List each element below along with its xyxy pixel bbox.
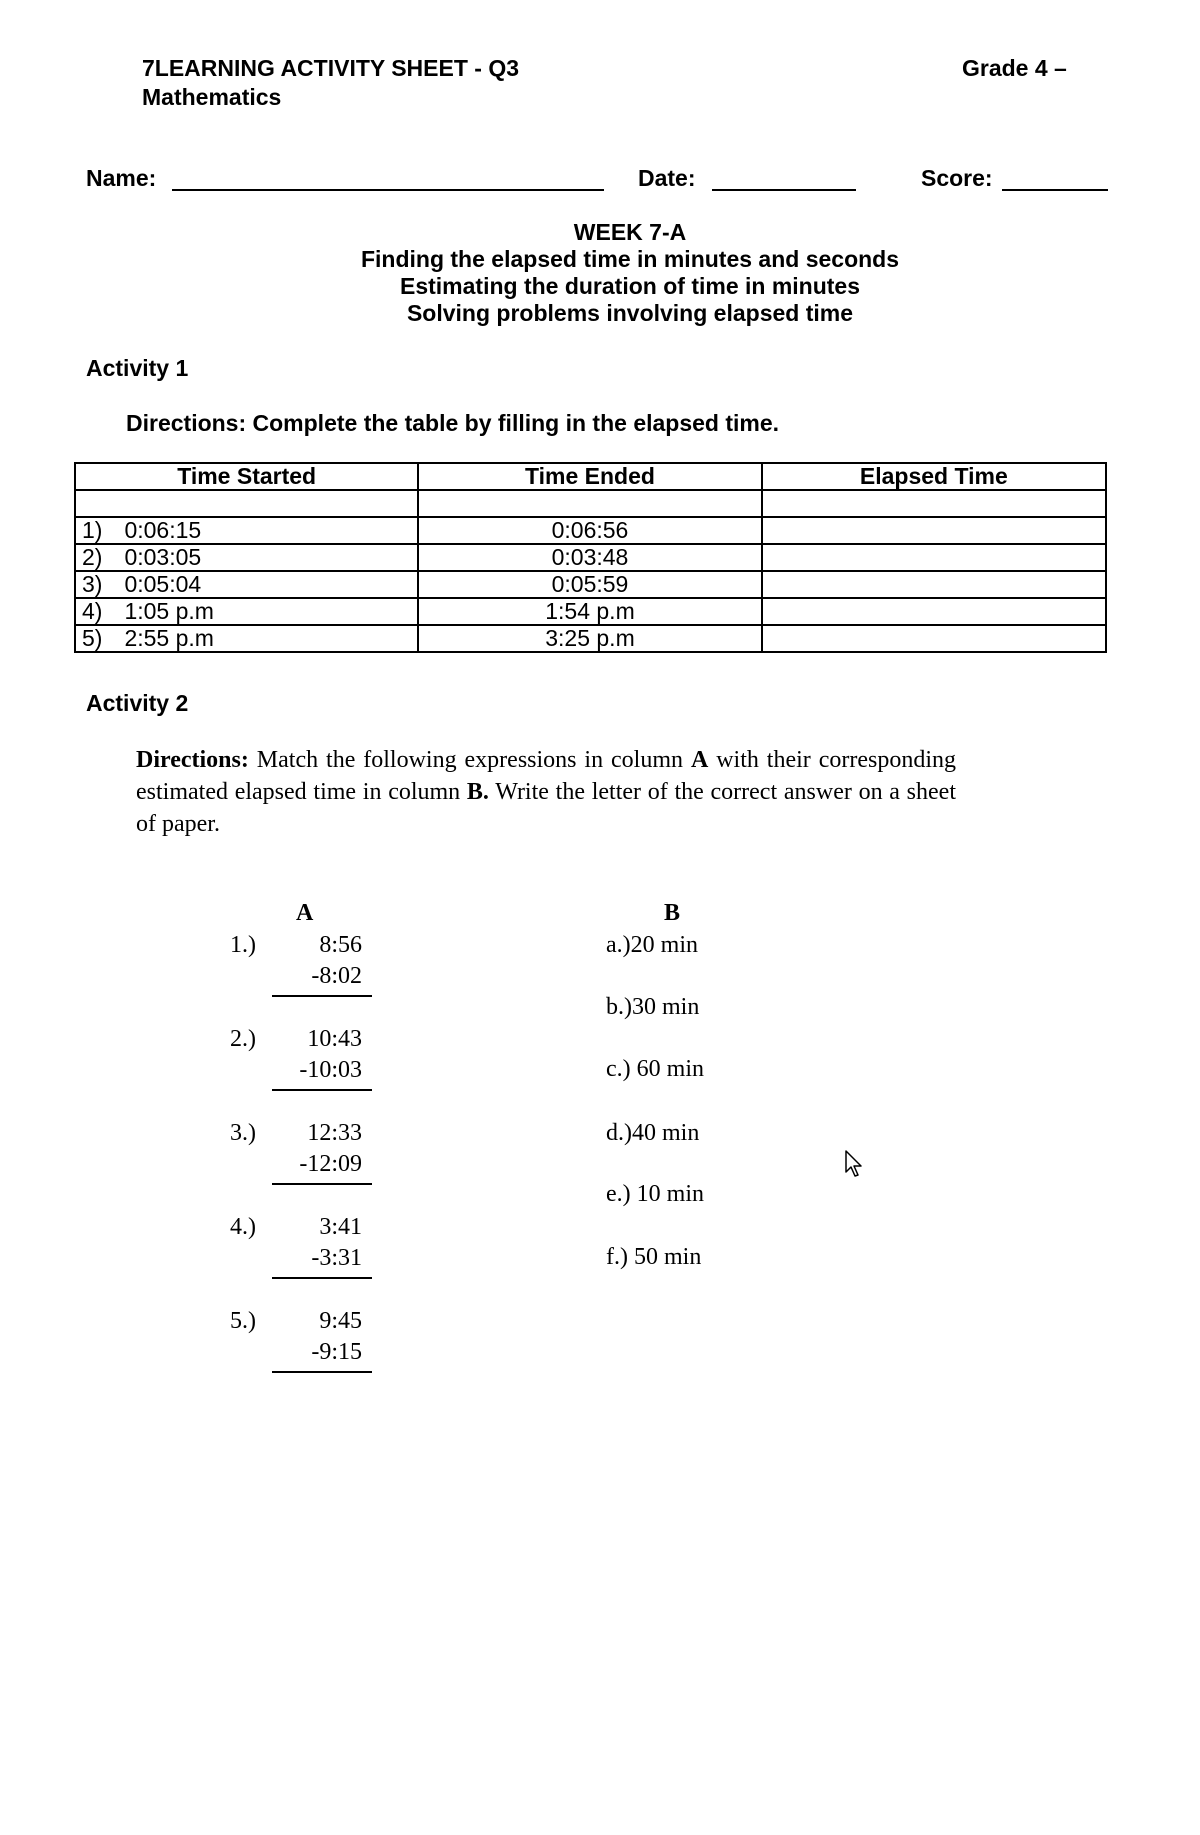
name-label: Name:	[86, 165, 157, 191]
item-number: 4.)	[230, 1214, 256, 1240]
item-number: 2.)	[230, 1026, 256, 1052]
row-number: 5)	[82, 625, 103, 651]
start-time: 0:05:04	[124, 571, 202, 597]
end-time: 1:54 p.m	[418, 598, 761, 625]
minuend: 3:41	[319, 1214, 362, 1240]
item-number: 1.)	[230, 932, 256, 958]
elapsed-time-input[interactable]	[762, 625, 1106, 652]
minuend: 12:33	[307, 1120, 362, 1146]
table-row	[75, 625, 1106, 652]
elapsed-time-input[interactable]	[762, 517, 1106, 544]
directions-label: Directions:	[136, 747, 249, 773]
name-blank[interactable]	[172, 189, 604, 191]
sheet-title: 7LEARNING ACTIVITY SHEET - Q3	[142, 55, 519, 81]
activity1-directions: Directions: Complete the table by filling in the elapsed time.	[126, 410, 780, 436]
item-number: 5.)	[230, 1308, 256, 1334]
table-row	[75, 544, 1106, 571]
minuend: 9:45	[319, 1308, 362, 1334]
end-time: 0:03:48	[418, 544, 761, 571]
subtrahend: -10:03	[299, 1057, 362, 1083]
table-row	[75, 598, 1106, 625]
column-a-ref: A	[690, 747, 709, 773]
minuend: 8:56	[319, 932, 362, 958]
start-time: 0:06:15	[124, 517, 202, 543]
minuend: 10:43	[307, 1026, 362, 1052]
answer-choice: f.) 50 min	[606, 1244, 702, 1270]
directions-text: Match the following expressions in column	[256, 747, 684, 773]
mouse-cursor-icon	[845, 1150, 865, 1178]
subtrahend: -3:31	[311, 1245, 362, 1271]
objective-line: Estimating the duration of time in minutes	[399, 273, 861, 299]
start-cell	[75, 544, 418, 571]
subtraction-line	[272, 1277, 372, 1279]
answer-choice: d.)40 min	[606, 1120, 700, 1146]
start-time: 0:03:05	[124, 544, 202, 570]
start-cell	[75, 625, 418, 652]
table-cell	[418, 490, 761, 517]
answer-choice: a.)20 min	[606, 932, 698, 958]
subtrahend: -8:02	[311, 963, 362, 989]
column-header: Elapsed Time	[762, 463, 1106, 490]
answer-choice: c.) 60 min	[606, 1056, 704, 1082]
activity2-directions	[136, 744, 956, 840]
subtrahend: -9:15	[311, 1339, 362, 1365]
table-header-row	[75, 463, 1106, 490]
elapsed-time-table	[74, 462, 1107, 653]
elapsed-time-input[interactable]	[762, 598, 1106, 625]
item-number: 3.)	[230, 1120, 256, 1146]
start-cell	[75, 598, 418, 625]
subtrahend: -12:09	[299, 1151, 362, 1177]
elapsed-time-input[interactable]	[762, 571, 1106, 598]
grade-label: Grade 4 –	[962, 55, 1067, 81]
column-header: Time Ended	[418, 463, 761, 490]
subtraction-line	[272, 995, 372, 997]
subtraction-line	[272, 1089, 372, 1091]
table-row	[75, 490, 1106, 517]
row-number: 1)	[82, 517, 103, 543]
row-number: 3)	[82, 571, 103, 597]
end-time: 0:06:56	[418, 517, 761, 544]
date-label: Date:	[638, 165, 696, 191]
row-number: 4)	[82, 598, 103, 624]
date-blank[interactable]	[712, 189, 856, 191]
directions-text: with their corresponding estimated elapsed time in column	[136, 747, 956, 805]
week-title: WEEK 7-A	[573, 219, 687, 245]
answer-choice: e.) 10 min	[606, 1181, 704, 1207]
row-number: 2)	[82, 544, 103, 570]
activity1-title: Activity 1	[86, 355, 189, 381]
objective-line: Solving problems involving elapsed time	[406, 300, 854, 326]
start-cell	[75, 517, 418, 544]
score-blank[interactable]	[1002, 189, 1108, 191]
start-time: 1:05 p.m	[124, 598, 214, 624]
score-label: Score:	[921, 165, 993, 191]
activity2-title: Activity 2	[86, 690, 189, 716]
table-cell	[762, 490, 1106, 517]
column-b-header: B	[664, 900, 681, 926]
column-a-header: A	[296, 900, 314, 926]
directions-text: Write the letter of the correct answer on a sheet of paper.	[136, 779, 956, 837]
subtraction-line	[272, 1371, 372, 1373]
start-time: 2:55 p.m	[124, 625, 214, 651]
answer-choice: b.)30 min	[606, 994, 700, 1020]
objective-line: Finding the elapsed time in minutes and seconds	[360, 246, 900, 272]
subtraction-line	[272, 1183, 372, 1185]
subject-label: Mathematics	[142, 84, 282, 110]
column-header: Time Started	[75, 463, 418, 490]
end-time: 0:05:59	[418, 571, 761, 598]
elapsed-time-input[interactable]	[762, 544, 1106, 571]
end-time: 3:25 p.m	[418, 625, 761, 652]
table-cell	[75, 490, 418, 517]
table-row	[75, 571, 1106, 598]
column-b-ref: B.	[466, 779, 489, 805]
table-row	[75, 517, 1106, 544]
start-cell	[75, 571, 418, 598]
